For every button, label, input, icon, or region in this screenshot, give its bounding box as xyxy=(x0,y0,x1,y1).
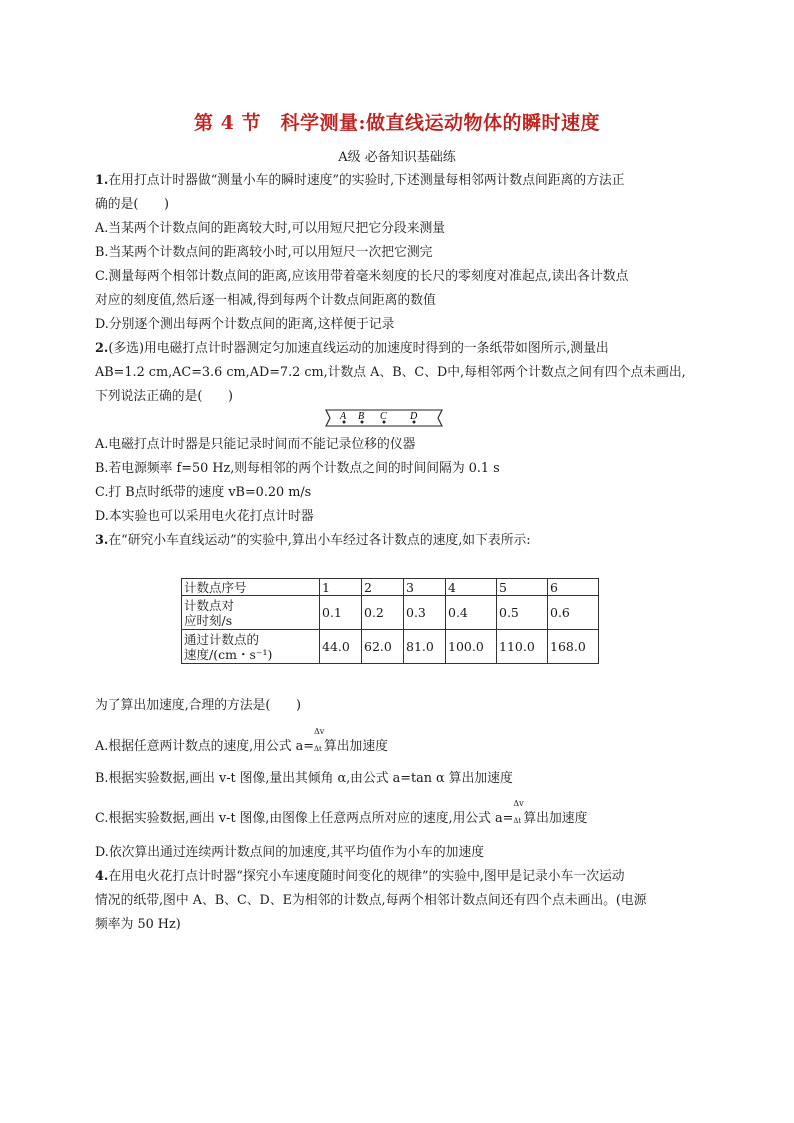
q4-line3: 频率为 50 Hz) xyxy=(95,917,181,932)
q3-ask: 为了算出加速度,合理的方法是( ) xyxy=(95,698,302,713)
q2-number: 2. xyxy=(95,341,109,356)
q2-stem-line3: 下列说法正确的是( ) xyxy=(95,389,233,404)
table-cell: 100.0 xyxy=(446,630,497,664)
table-cell: 0.2 xyxy=(362,596,404,630)
q1-option-b: B.当某两个计数点间的距离较小时,可以用短尺一次把它测完 xyxy=(95,245,433,260)
table-cell: 通过计数点的 速度/(cm・s⁻¹) xyxy=(182,630,320,664)
table-row xyxy=(182,630,599,664)
q2-option-b: B.若电源频率 f=50 Hz,则每相邻的两个计数点之间的时间间隔为 0.1 s xyxy=(95,461,500,476)
section-heading: A级 必备知识基础练 xyxy=(338,150,456,165)
tape-label-b: B xyxy=(358,411,365,422)
q1-stem-line1: 1.在用打点计时器做“测量小车的瞬时速度”的实验时,下述测量每相邻两计数点间距离的方法正 xyxy=(95,173,625,188)
table-cell: 0.4 xyxy=(446,596,497,630)
table-cell: 5 xyxy=(497,579,548,596)
q4-number: 4. xyxy=(95,869,109,884)
q3-stem: 3.在“研究小车直线运动”的实验中,算出小车经过各计数点的速度,如下表所示: xyxy=(95,533,531,548)
q3-option-d: D.依次算出通过连续两计数点间的加速度,其平均值作为小车的加速度 xyxy=(95,845,485,860)
table-cell: 4 xyxy=(446,579,497,596)
q1-option-c-line1: C.测量每两个相邻计数点间的距离,应该用带着毫米刻度的长尺的零刻度对准起点,读出各计数点 xyxy=(95,269,629,284)
q1-stem-line2: 确的是( ) xyxy=(95,197,169,212)
page-title: 第 4 节 科学测量:做直线运动物体的瞬时速度 xyxy=(194,112,600,134)
formula-fraction: Δv Δt xyxy=(313,726,325,753)
table-row xyxy=(182,579,599,596)
q2-option-c: C.打 B点时纸带的速度 vB=0.20 m/s xyxy=(95,485,312,500)
tape-label-a: A xyxy=(340,411,347,422)
table-cell: 81.0 xyxy=(404,630,446,664)
table-cell: 0.3 xyxy=(404,596,446,630)
q1-option-c-line2: 对应的刻度值,然后逐一相减,得到每两个计数点间距离的数值 xyxy=(95,293,436,308)
table-cell: 0.6 xyxy=(548,596,599,630)
q2-option-d: D.本实验也可以采用电火花打点计时器 xyxy=(95,509,314,524)
table-row xyxy=(182,596,599,630)
q2-option-a: A.电磁打点计时器是只能记录时间而不能记录位移的仪器 xyxy=(95,437,416,452)
q4-line1: 4.在用电火花打点计时器“探究小车速度随时间变化的规律”的实验中,图甲是记录小车一次运动 xyxy=(95,869,625,884)
table-cell: 2 xyxy=(362,579,404,596)
velocity-table xyxy=(181,578,599,664)
tape-label-c: C xyxy=(380,411,387,422)
q3-number: 3. xyxy=(95,533,109,548)
table-cell: 44.0 xyxy=(320,630,362,664)
table-cell: 0.1 xyxy=(320,596,362,630)
q3-option-c: C.根据实验数据,画出 v-t 图像,由图像上任意两点所对应的速度,用公式 a= Δv Δt 算出加速度 xyxy=(95,798,588,826)
q4-line2: 情况的纸带,图中 A、B、C、D、E为相邻的计数点,每两个相邻计数点间还有四个点未画出。(电源 xyxy=(95,893,647,908)
table-cell: 3 xyxy=(404,579,446,596)
q1-option-d: D.分别逐个测出每两个计数点间的距离,这样便于记录 xyxy=(95,317,395,332)
q2-stem-line2: AB=1.2 cm,AC=3.6 cm,AD=7.2 cm,计数点 A、B、C、D中,每相邻两个计数点之间有四个点未画出, xyxy=(95,365,686,380)
table-cell: 0.5 xyxy=(497,596,548,630)
table-cell: 计数点序号 xyxy=(182,579,320,596)
q1-number: 1. xyxy=(95,173,109,188)
formula-fraction: Δv Δt xyxy=(513,798,524,825)
q2-stem-line1: 2.(多选)用电磁打点计时器测定匀加速直线运动的加速度时得到的一条纸带如图所示,测量出 xyxy=(95,341,609,356)
table-cell: 62.0 xyxy=(362,630,404,664)
paper-tape-figure xyxy=(322,406,446,430)
table-cell: 168.0 xyxy=(548,630,599,664)
table-cell: 计数点对 应时刻/s xyxy=(182,596,320,630)
q3-option-b: B.根据实验数据,画出 v-t 图像,量出其倾角 α,由公式 a=tan α 算出加速度 xyxy=(95,771,513,786)
q1-option-a: A.当某两个计数点间的距离较大时,可以用短尺把它分段来测量 xyxy=(95,221,446,236)
q3-option-a: A.根据任意两计数点的速度,用公式 a= Δv Δt 算出加速度 xyxy=(95,726,388,754)
table-cell: 110.0 xyxy=(497,630,548,664)
table-cell: 6 xyxy=(548,579,599,596)
tape-label-d: D xyxy=(410,411,418,422)
table-cell: 1 xyxy=(320,579,362,596)
